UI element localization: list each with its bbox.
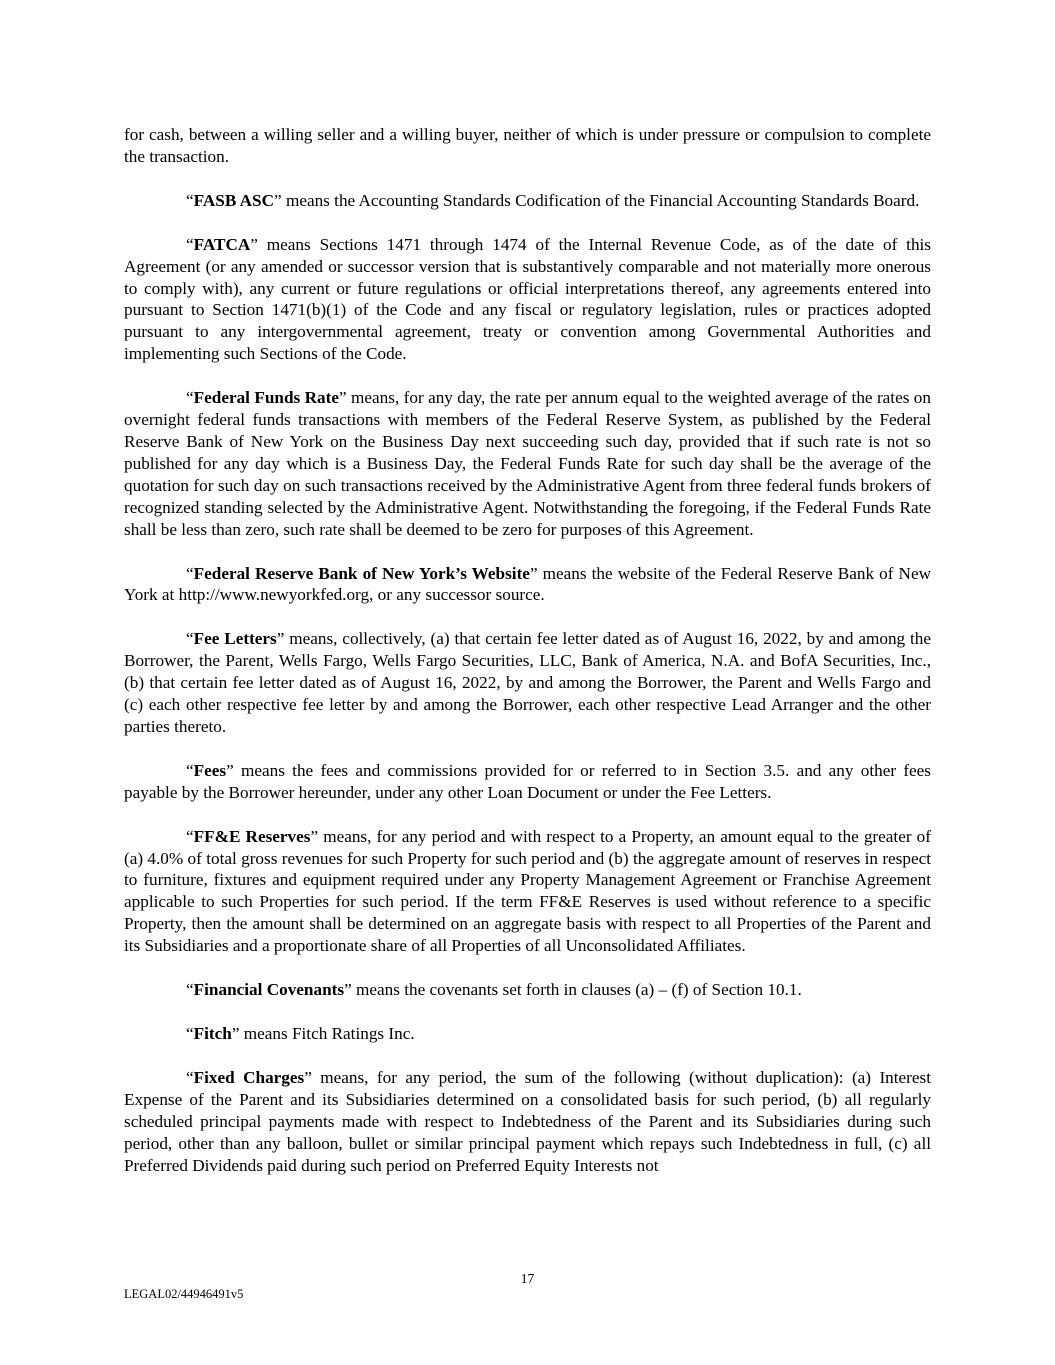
open-quote: “ <box>186 980 194 1000</box>
definition-text: ” means, collectively, (a) that certain fee letter dated as of August 16, 2022, by and among the Borrower, the Parent, Wells Fargo, Wells Fargo Securities, LLC, Bank of America, N.A. and BofA Securities, Inc., (b) that certain fee letter dated as of August 16, 2022, by and among the Borrower, the Parent and Wells Fargo and (c) each other respective fee letter by and among the Borrower, each other respective Lead Arranger and the other parties thereto. <box>124 629 931 736</box>
defined-term: Fee Letters <box>193 629 277 649</box>
defined-term: Fees <box>193 760 227 780</box>
open-quote: “ <box>186 234 194 254</box>
definition-fees <box>124 760 931 804</box>
open-quote: “ <box>186 760 194 780</box>
definition-text: ” means Sections 1471 through 1474 of the Internal Revenue Code, as of the date of this Agreement (or any amended or successor version that is substantively comparable and not materially more onerous to comply with), any current or future regulations or official interpretations thereof, any agreements entered into pursuant to Section 1471(b)(1) of the Code and any fiscal or regulatory legislation, rules or practices adopted pursuant to any intergovernmental agreement, treaty or convention among Governmental Authorities and implementing such Sections of the Code. <box>124 234 931 364</box>
document-id: LEGAL02/44946491v5 <box>124 1287 244 1301</box>
defined-term: Fitch <box>193 1024 232 1043</box>
defined-term: Fixed Charges <box>193 1067 305 1087</box>
definition-text: ” means the covenants set forth in clauses (a) – (f) of Section 10.1. <box>344 980 802 1000</box>
open-quote: “ <box>186 826 194 846</box>
page-number: 17 <box>520 1271 535 1286</box>
definition-text: ” means, for any period and with respect to a Property, an amount equal to the greater of (a) 4.0% of total gross revenues for such Property for such period and (b) the aggregate amount of reserves in respect to furniture, fixtures and equipment required under any Property Management Agreement or Franchise Agreement applicable to such Properties for such period. If the term FF&E Reserves is used without reference to a specific Property, then the amount shall be determined on an aggregate basis with respect to all Properties of the Parent and its Subsidiaries and a proportionate share of all Properties of all Unconsolidated Affiliates. <box>124 826 931 956</box>
open-quote: “ <box>186 563 194 583</box>
definition-fitch <box>124 1023 931 1045</box>
defined-term: FF&E Reserves <box>193 826 311 846</box>
defined-term: FASB ASC <box>193 190 275 210</box>
paragraph-text: for cash, between a willing seller and a willing buyer, neither of which is under pressure or compulsion to complete the transaction. <box>124 125 931 166</box>
definition-federal-funds-rate <box>124 387 931 540</box>
defined-term: Financial Covenants <box>193 980 345 1000</box>
document-body <box>124 124 931 1198</box>
open-quote: “ <box>186 629 194 649</box>
definition-fatca <box>124 234 931 365</box>
definition-text: ” means the website of the Federal Reserve Bank of New York at http://www.newyorkfed.org, or any successor source. <box>124 563 932 605</box>
definition-fixed-charges <box>124 1067 931 1177</box>
defined-term: Federal Reserve Bank of New York’s Website <box>193 563 530 583</box>
definition-ffe-reserves <box>124 826 931 957</box>
definition-text: ” means the fees and commissions provided for or referred to in Section 3.5. and any other fees payable by the Borrower hereunder, under any other Loan Document or under the Fee Letters. <box>124 760 931 802</box>
paragraph-continuation <box>124 124 931 168</box>
definition-financial-covenants <box>124 979 931 1001</box>
definition-fee-letters <box>124 628 931 738</box>
definition-text: ” means, for any day, the rate per annum equal to the weighted average of the rates on overnight federal funds transactions with members of the Federal Reserve System, as published by the Federal Reserve Bank of New York on the Business Day next succeeding such day, provided that if such rate is not so published for any day which is a Business Day, the Federal Funds Rate for such day shall be the average of the quotation for such day on such transactions received by the Administrative Agent from three federal funds brokers of recognized standing selected by the Administrative Agent. Notwithstanding the foregoing, if the Federal Funds Rate shall be less than zero, such rate shall be deemed to be zero for purposes of this Agreement. <box>124 388 931 539</box>
open-quote: “ <box>186 1067 194 1087</box>
definition-text: ” means Fitch Ratings Inc. <box>231 1024 415 1043</box>
defined-term: Federal Funds Rate <box>193 388 339 408</box>
definition-fasb-asc <box>124 190 931 212</box>
definition-frbny-website <box>124 563 931 607</box>
open-quote: “ <box>186 190 194 210</box>
definition-text: ” means the Accounting Standards Codification of the Financial Accounting Standards Board. <box>274 190 920 210</box>
defined-term: FATCA <box>193 234 251 254</box>
open-quote: “ <box>186 388 194 408</box>
definition-text: ” means, for any period, the sum of the following (without duplication): (a) Interest Expense of the Parent and its Subsidiaries determined on a consolidated basis for such period, (b) all regularly scheduled principal payments made with respect to Indebtedness of the Parent and its Subsidiaries during such period, other than any balloon, bullet or similar principal payment which repays such Indebtedness in full, (c) all Preferred Dividends paid during such period on Preferred Equity Interests not <box>124 1067 931 1175</box>
open-quote: “ <box>186 1024 194 1043</box>
